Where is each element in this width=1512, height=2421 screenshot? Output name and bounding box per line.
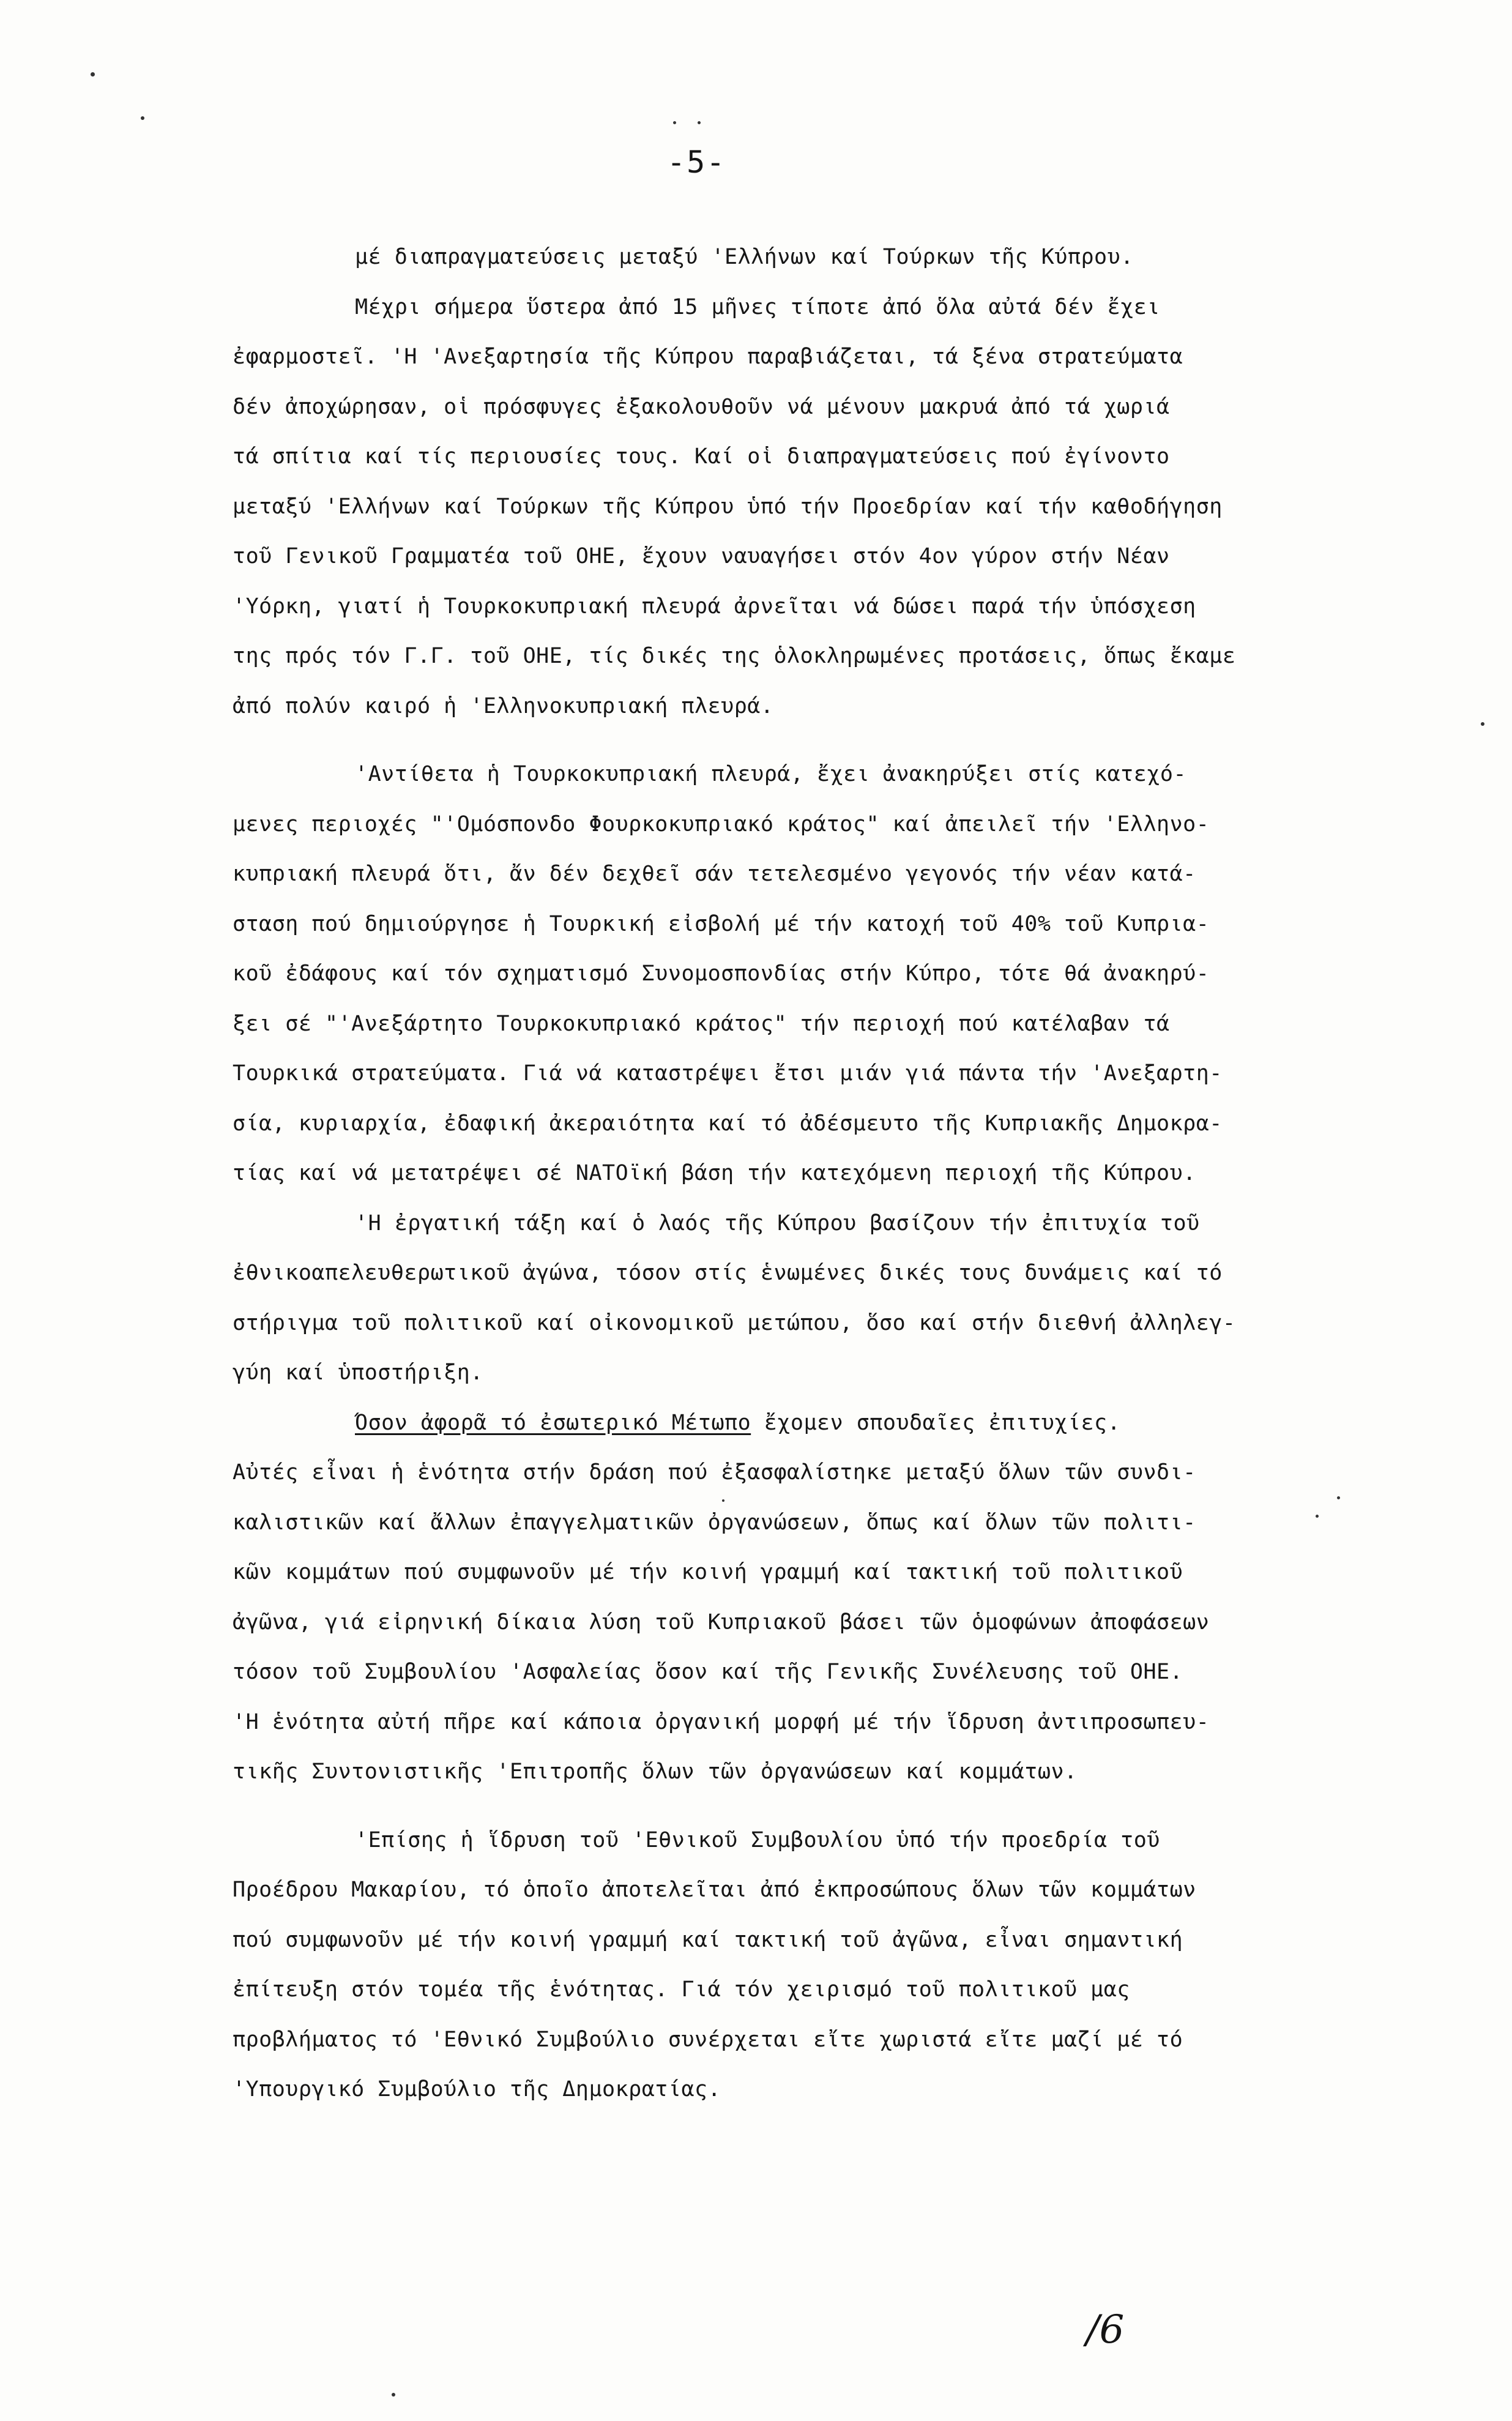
text-line: της πρός τόν Γ.Γ. τοῦ ΟΗΕ, τίς δικές της ὁλοκληρωμένες προτάσεις, ὅπως ἔκαμε [233, 644, 1236, 668]
text-line: Αὐτές εἶναι ἡ ἑνότητα στήν δράση πού ἐξασφαλίστηκε μεταξύ ὅλων τῶν συνδι- [233, 1460, 1196, 1485]
text-line: ἐφαρμοστεῖ. 'Η 'Ανεξαρτησία τῆς Κύπρου παραβιάζεται, τά ξένα στρατεύματα [233, 345, 1183, 369]
text-line: ἀγῶνα, γιά εἰρηνική δίκαια λύση τοῦ Κυπριακοῦ βάσει τῶν ὁμοφώνων ἀποφάσεων [233, 1610, 1210, 1635]
text-line: ξει σέ "'Ανεξάρτητο Τουρκοκυπριακό κράτος" τήν περιοχή πού κατέλαβαν τά [233, 1011, 1170, 1036]
text-line: πού συμφωνοῦν μέ τήν κοινή γραμμή καί τακτική τοῦ ἀγῶνα, εἶναι σημαντική [233, 1927, 1183, 1952]
text-line: στήριγμα τοῦ πολιτικοῦ καί οἰκονομικοῦ μετώπου, ὅσο καί στήν διεθνή ἀλληλεγ- [233, 1310, 1236, 1335]
text-line: τοῦ Γενικοῦ Γραμματέα τοῦ ΟΗΕ, ἔχουν ναυαγήσει στόν 4ον γύρον στήν Νέαν [233, 544, 1170, 569]
text-line: ἐπίτευξη στόν τομέα τῆς ἑνότητας. Γιά τόν χειρισμό τοῦ πολιτικοῦ μας [233, 1977, 1130, 2002]
text-line: μέ διαπραγματεύσεις μεταξύ 'Ελλήνων καί Τούρκων τῆς Κύπρου. [355, 245, 1134, 269]
text-line: 'Υπουργικό Συμβούλιο τῆς Δημοκρατίας. [233, 2077, 721, 2102]
text-line: τά σπίτια καί τίς περιουσίες τους. Καί οἱ διαπραγματεύσεις πού ἐγίνοντο [233, 444, 1170, 469]
text-line: ἐθνικοαπελευθερωτικοῦ ἀγώνα, τόσον στίς ἑνωμένες δικές τους δυνάμεις καί τό [233, 1261, 1223, 1285]
text-line: καλιστικῶν καί ἄλλων ἐπαγγελματικῶν ὀργανώσεων, ὅπως καί ὅλων τῶν πολιτι- [233, 1510, 1196, 1535]
scan-speck [1316, 1515, 1319, 1518]
text-line: 'Η ἑνότητα αὐτή πῆρε καί κάποια ὀργανική μορφή μέ τήν ἵδρυση ἀντιπροσωπευ- [233, 1709, 1210, 1734]
lead-rest-text: ἔχομεν σπουδαῖες ἐπιτυχίες. [751, 1410, 1121, 1435]
text-line: κοῦ ἐδάφους καί τόν σχηματισμό Συνομοσπονδίας στήν Κύπρο, τότε θά ἀνακηρύ- [233, 961, 1210, 986]
internal-front-heading: Όσον ἀφορᾶ τό ἐσωτερικό Μέτωπο [355, 1410, 751, 1435]
text-line: κυπριακή πλευρά ὅτι, ἄν δέν δεχθεῖ σάν τετελεσμένο γεγονός τήν νέαν κατά- [233, 862, 1196, 886]
scan-speck [698, 121, 701, 124]
document-body [233, 233, 1420, 2115]
text-line: 'Αντίθετα ἡ Τουρκοκυπριακή πλευρά, ἔχει ἀνακηρύξει στίς κατεχό- [355, 762, 1187, 786]
text-line: τίας καί νά μετατρέψει σέ ΝΑΤΟϊκή βάση τήν κατεχόμενη περιοχή τῆς Κύπρου. [233, 1161, 1196, 1185]
text-line: Τουρκικά στρατεύματα. Γιά νά καταστρέψει ἔτσι μιάν γιά πάντα τήν 'Ανεξαρτη- [233, 1061, 1223, 1086]
scan-speck [91, 72, 95, 76]
text-line: Μέχρι σήμερα ὕστερα ἀπό 15 μῆνες τίποτε ἀπό ὅλα αὐτά δέν ἔχει [355, 294, 1160, 319]
text-line: Προέδρου Μακαρίου, τό ὁποῖο ἀποτελεῖται ἀπό ἐκπροσώπους ὅλων τῶν κομμάτων [233, 1878, 1196, 1902]
text-line: μεταξύ 'Ελλήνων καί Τούρκων τῆς Κύπρου ὑπό τήν Προεδρίαν καί τήν καθοδήγηση [233, 494, 1223, 519]
text-line: κῶν κομμάτων πού συμφωνοῦν μέ τήν κοινή γραμμή καί τακτική τοῦ πολιτικοῦ [233, 1560, 1183, 1584]
scan-speck [722, 1499, 724, 1502]
text-line: γύη καί ὑποστήριξη. [233, 1360, 483, 1385]
text-line: σία, κυριαρχία, ἐδαφική ἀκεραιότητα καί τό ἀδέσμευτο τῆς Κυπριακῆς Δημοκρα- [233, 1111, 1223, 1136]
scan-speck [1337, 1496, 1340, 1499]
next-page-reference: /6 [1086, 2307, 1125, 2352]
page-number: -5- [667, 144, 726, 180]
text-line: 'Υόρκη, γιατί ἡ Τουρκοκυπριακή πλευρά ἀρνεῖται νά δώσει παρά τήν ὑπόσχεση [233, 594, 1196, 619]
scan-speck [141, 116, 144, 120]
text-line: τόσον τοῦ Συμβουλίου 'Ασφαλείας ὅσον καί τῆς Γενικῆς Συνέλευσης τοῦ ΟΗΕ. [233, 1660, 1183, 1684]
text-line: προβλήματος τό 'Εθνικό Συμβούλιο συνέρχεται εἴτε χωριστά εἴτε μαζί μέ τό [233, 2027, 1183, 2052]
scan-speck [673, 121, 676, 124]
text-line: τικῆς Συντονιστικῆς 'Επιτροπῆς ὅλων τῶν ὀργανώσεων καί κομμάτων. [233, 1759, 1078, 1784]
scan-speck [1481, 722, 1484, 726]
text-line: σταση πού δημιούργησε ἡ Τουρκική εἰσβολή μέ τήν κατοχή τοῦ 40% τοῦ Κυπρια- [233, 911, 1210, 936]
text-line: 'Επίσης ἡ ἵδρυση τοῦ 'Εθνικοῦ Συμβουλίου ὑπό τήν προεδρία τοῦ [355, 1827, 1160, 1852]
scan-speck [392, 2393, 395, 2397]
text-line: δέν ἀποχώρησαν, οἱ πρόσφυγες ἐξακολουθοῦν νά μένουν μακρυά ἀπό τά χωριά [233, 394, 1170, 419]
text-line: ἀπό πολύν καιρό ἡ 'Ελληνοκυπριακή πλευρά. [233, 693, 774, 718]
text-line: 'Η ἐργατική τάξη καί ὁ λαός τῆς Κύπρου βασίζουν τήν ἐπιτυχία τοῦ [355, 1210, 1200, 1236]
section-lead-line [233, 1398, 1420, 1449]
text-line: μενες περιοχές "'Ομόσπονδο Φουρκοκυπριακό κράτος" καί ἀπειλεῖ τήν 'Ελληνο- [233, 811, 1210, 837]
